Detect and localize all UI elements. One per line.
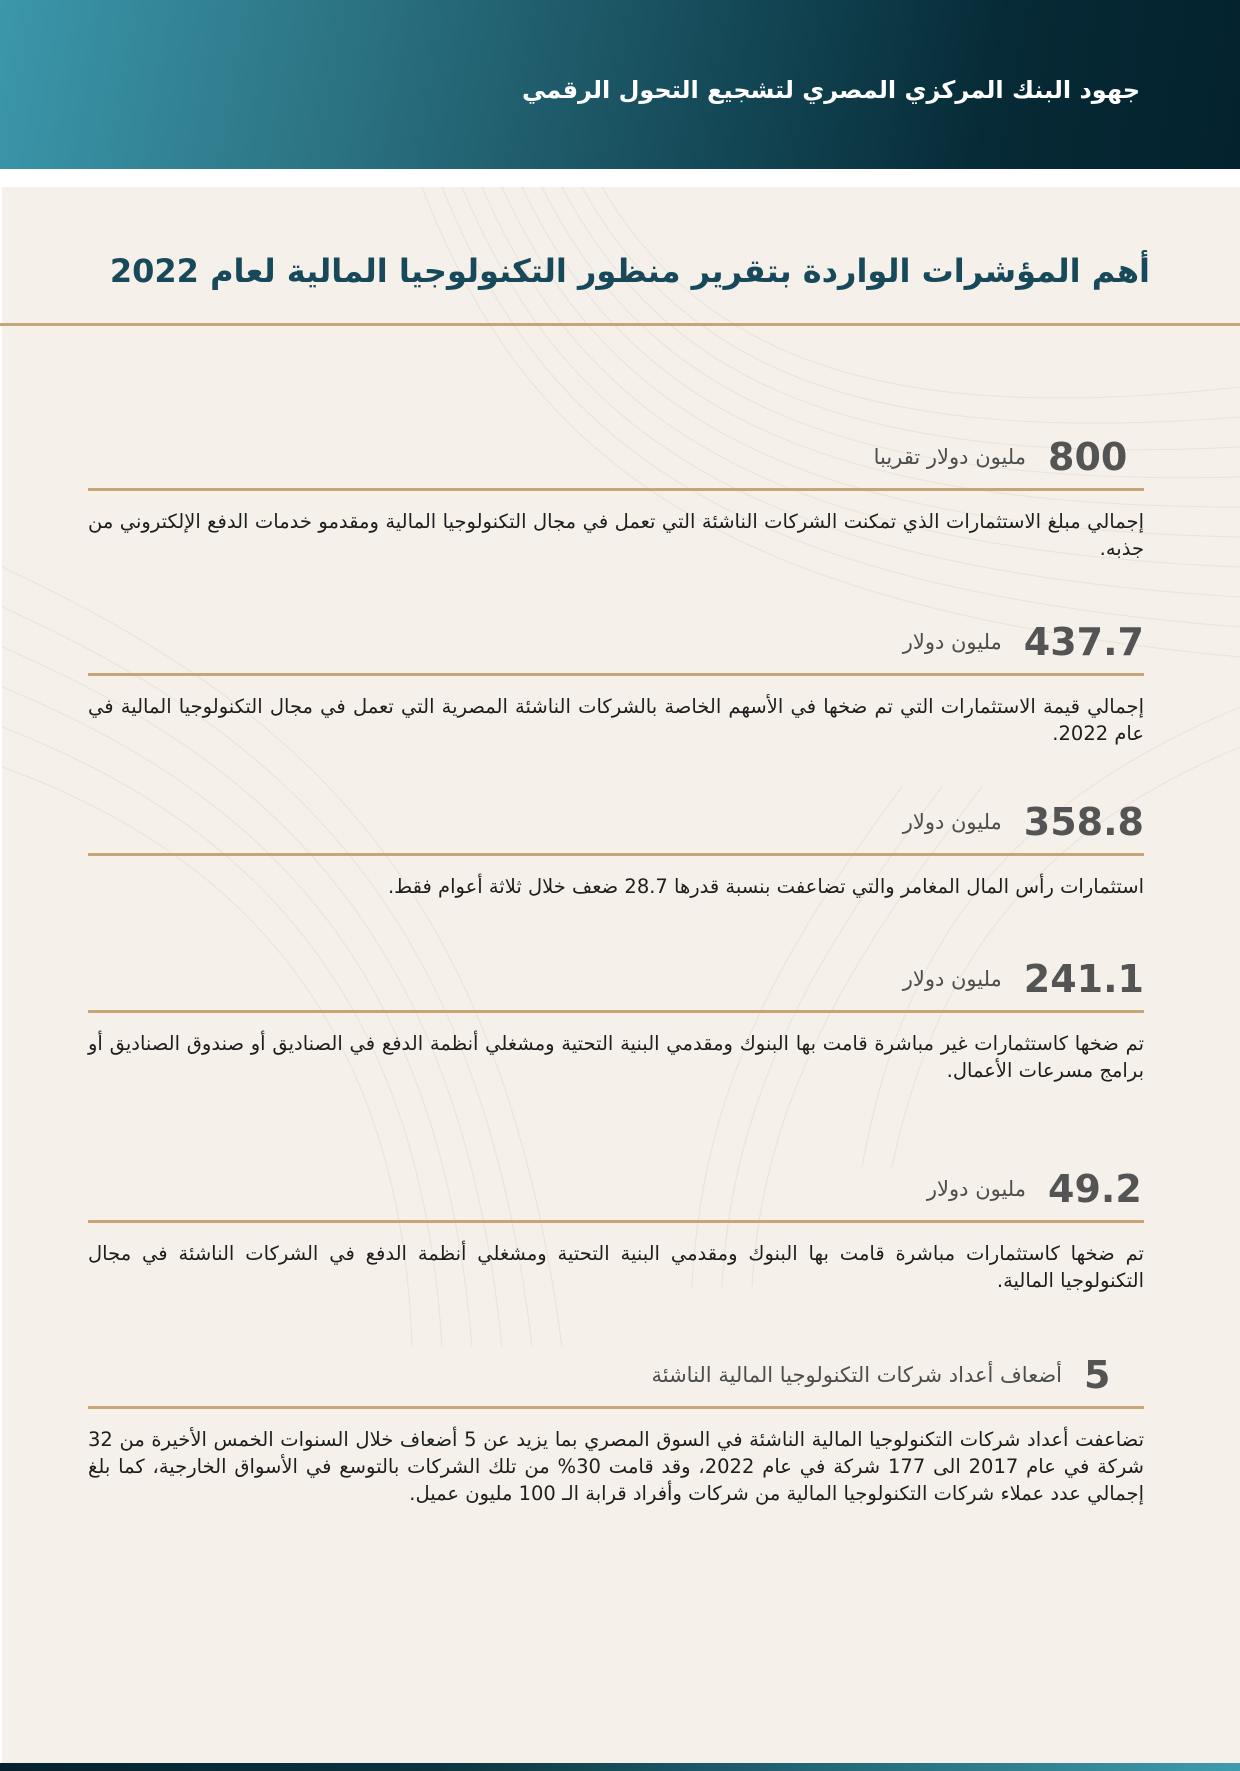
indicator-unit: مليون دولار <box>902 630 1002 654</box>
page-title: أهم المؤشرات الواردة بتقرير منظور التكنولوجيا المالية لعام 2022 <box>109 252 1150 290</box>
indicator-item <box>88 619 1144 747</box>
indicator-divider <box>88 1406 1144 1409</box>
indicator-description: تم ضخها كاستثمارات غير مباشرة قامت بها البنوك ومقدمي البنية التحتية ومشغلي أنظمة الدفع في الصناديق أو صندوق الصناديق أو برامج مسرعات الأعمال. <box>88 1032 1144 1082</box>
indicator-divider <box>88 673 1144 676</box>
indicator-description: تضاعفت أعداد شركات التكنولوجيا المالية الناشئة في السوق المصري بما يزيد عن 5 أضعاف خلال السنوات الخمس الأخيرة من 32 شركة في عام 2017 الى 177 شركة في عام 2022، وقد قامت 30% من تلك الشركات بالتوسع في الأسواق الخارجية، كما بلغ إجمالي عدد عملاء شركات التكنولوجيا المالية من شركات وأفراد قرابة الـ 100 مليون عميل. <box>88 1428 1145 1505</box>
indicator-divider <box>88 488 1144 491</box>
indicator-item <box>88 1166 1144 1294</box>
indicator-description: إجمالي مبلغ الاستثمارات الذي تمكنت الشركات الناشئة التي تعمل في مجال التكنولوجيا المالية ومقدمو خدمات الدفع الإلكتروني من جذبه. <box>88 510 1144 560</box>
indicator-value: 5 <box>1084 1353 1111 1397</box>
indicator-unit: مليون دولار <box>902 810 1002 834</box>
indicator-value: 800 <box>1048 435 1128 479</box>
indicator-item <box>88 799 1144 900</box>
indicator-value: 358.8 <box>1023 800 1144 844</box>
indicator-description: استثمارات رأس المال المغامر والتي تضاعفت بنسبة قدرها 28.7 ضعف خلال ثلاثة أعوام فقط. <box>387 875 1144 898</box>
footer-bar <box>0 1763 1240 1771</box>
indicator-unit: مليون دولار <box>926 1177 1026 1201</box>
indicator-divider <box>88 853 1144 856</box>
indicator-item <box>88 956 1144 1084</box>
indicator-item <box>88 434 1144 562</box>
indicator-heading <box>88 956 1144 1002</box>
indicator-unit: أضعاف أعداد شركات التكنولوجيا المالية الناشئة <box>651 1363 1062 1387</box>
title-divider <box>0 323 1240 326</box>
indicator-value: 49.2 <box>1048 1167 1142 1211</box>
indicator-unit: مليون دولار <box>902 967 1002 991</box>
indicator-heading <box>88 434 1144 480</box>
indicator-description: تم ضخها كاستثمارات مباشرة قامت بها البنوك ومقدمي البنية التحتية ومشغلي أنظمة الدفع في الشركات الناشئة في مجال التكنولوجيا المالية. <box>88 1242 1144 1292</box>
indicator-value: 241.1 <box>1023 957 1144 1001</box>
indicator-unit: مليون دولار تقريبا <box>873 445 1026 469</box>
indicator-item <box>88 1352 1144 1507</box>
indicator-heading <box>88 619 1144 665</box>
indicator-heading <box>88 799 1144 845</box>
indicator-description: إجمالي قيمة الاستثمارات التي تم ضخها في الأسهم الخاصة بالشركات الناشئة المصرية التي تعمل في مجال التكنولوجيا المالية في عام 2022. <box>88 695 1144 745</box>
indicator-divider <box>88 1010 1144 1013</box>
indicator-value: 437.7 <box>1023 620 1144 664</box>
indicator-heading <box>88 1352 1144 1398</box>
indicator-heading <box>88 1166 1144 1212</box>
header-banner <box>0 0 1240 169</box>
indicator-divider <box>88 1220 1144 1223</box>
header-title: جهود البنك المركزي المصري لتشجيع التحول الرقمي <box>521 76 1140 104</box>
